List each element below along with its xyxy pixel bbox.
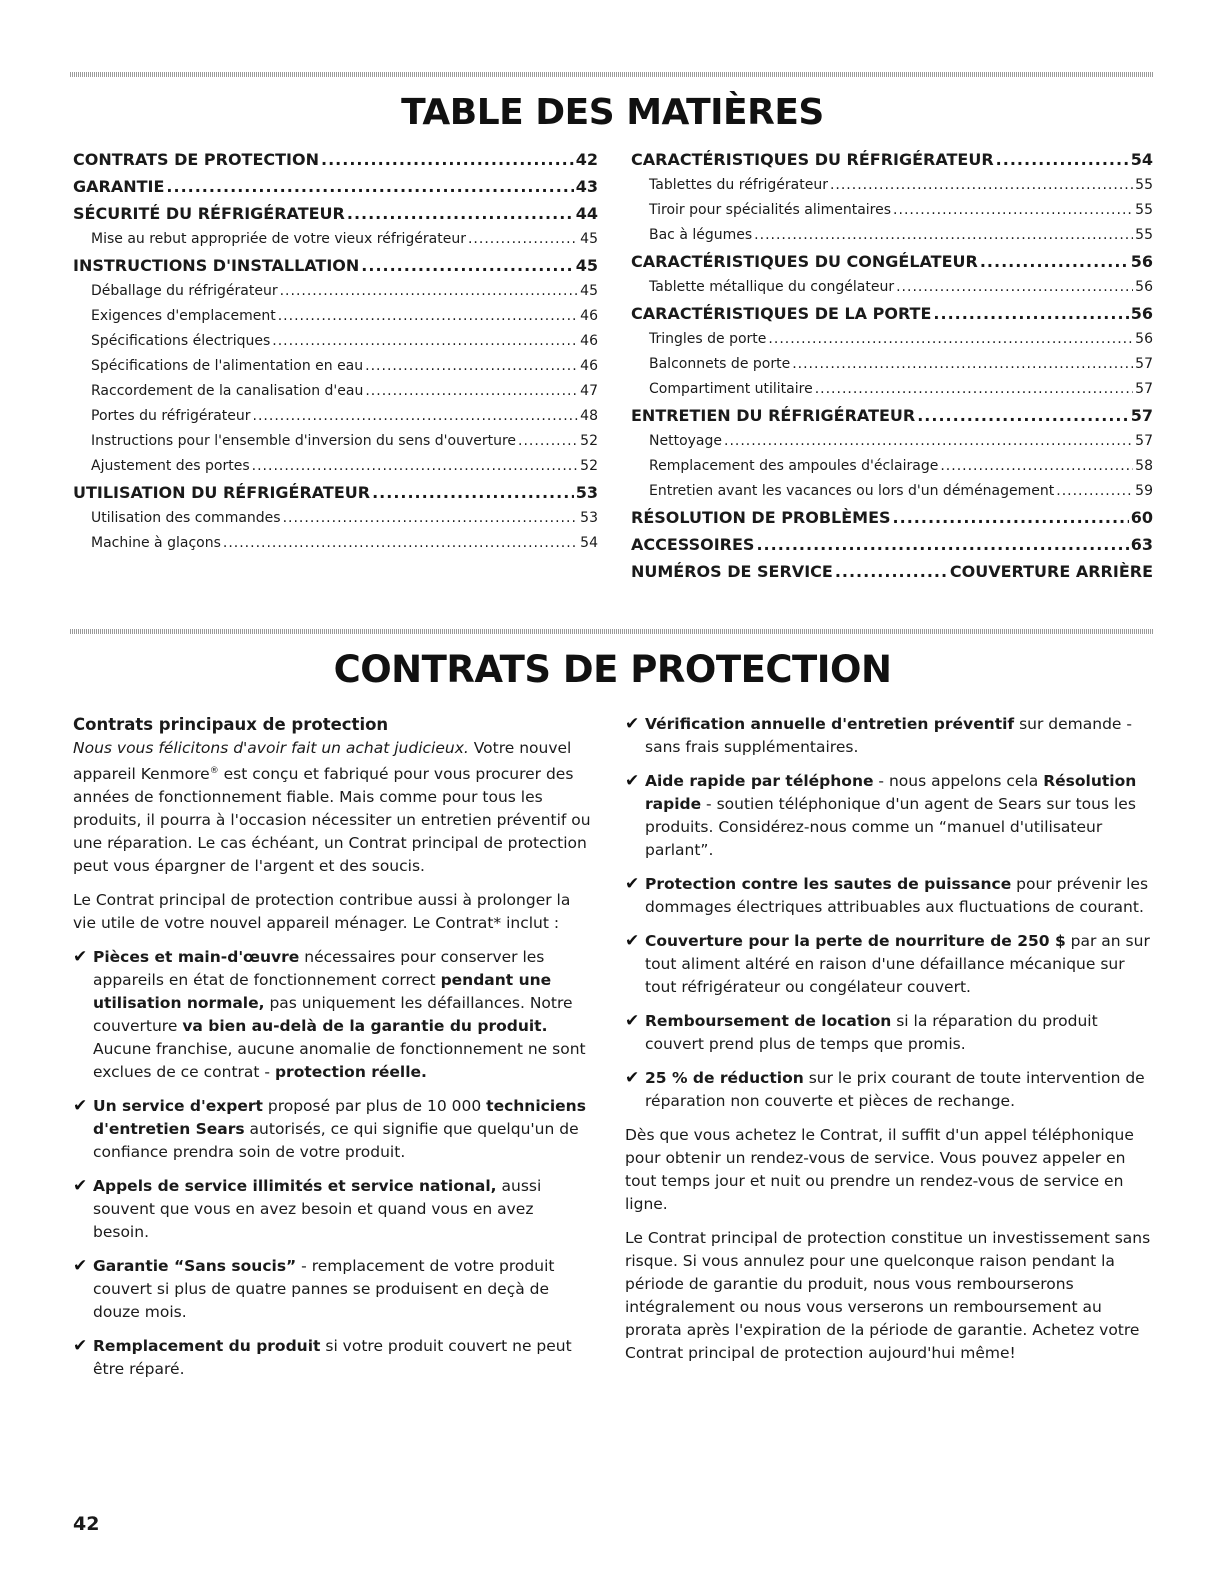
toc-dot-leader <box>1056 479 1133 504</box>
toc-entry-label: Instructions pour l'ensemble d'inversion du sens d'ouverture <box>91 433 517 449</box>
toc-entry-page: 57 <box>1135 381 1153 397</box>
toc-entry-page: 45 <box>580 231 598 247</box>
benefit-item <box>73 946 593 1084</box>
toc-dot-leader <box>724 429 1133 454</box>
left-benefit-list <box>73 946 593 1381</box>
toc-dot-leader <box>893 198 1133 223</box>
toc-entry <box>73 201 598 227</box>
benefit-detail: pour prévenir les dommages électriques attribuables aux fluctuations de courant. <box>645 875 1149 916</box>
toc-dot-leader <box>278 304 578 329</box>
toc-dot-leader <box>768 327 1133 352</box>
page-number: 42 <box>73 1513 100 1535</box>
toc-entry-page: 55 <box>1135 202 1153 218</box>
toc-entry <box>631 198 1153 223</box>
checkmark-icon: ✔ <box>625 931 640 951</box>
toc-entry <box>73 304 598 329</box>
toc-entry-label: Machine à glaçons <box>91 535 221 551</box>
benefit-detail: aussi souvent que vous en avez besoin et quand vous en avez besoin. <box>93 1177 542 1242</box>
toc-entry <box>631 377 1153 402</box>
checkmark-icon: ✔ <box>625 714 640 734</box>
intro-paragraph <box>73 737 593 878</box>
benefit-emphasis: va bien au-delà de la garantie du produit. <box>182 1017 548 1036</box>
benefit-detail: - nous appelons cela <box>873 772 1044 790</box>
intro-text-2: est conçu et fabriqué pour vous procurer des années de fonctionnement fiable. Mais comme pour tous les produits, il pourra à l'occasion nécessiter un entretien préventif ou une réparation. Le cas échéant, un Contrat principal de protection peut vous épargner de l'argent et des soucis. <box>73 765 591 876</box>
toc-dot-leader <box>996 147 1129 173</box>
toc-entry <box>631 479 1153 504</box>
toc-entry-page: 43 <box>575 177 598 196</box>
benefit-emphasis: Remplacement du produit <box>93 1337 321 1356</box>
toc-entry <box>631 352 1153 377</box>
right-benefit-list <box>625 713 1153 1113</box>
benefit-detail: si la réparation du produit couvert prend plus de temps que promis. <box>645 1012 1098 1053</box>
toc-dot-leader <box>347 201 574 227</box>
benefit-text <box>645 1010 1153 1056</box>
benefit-emphasis: Remboursement de location <box>645 1012 892 1030</box>
toc-entry <box>73 147 598 173</box>
benefit-detail: - soutien téléphonique d'un agent de Sears sur tous les produits. Considérez-nous comme un “manuel d'utilisateur parlant”. <box>645 795 1136 859</box>
toc-entry-label: Entretien avant les vacances ou lors d'un déménagement <box>649 483 1055 499</box>
checkmark-icon: ✔ <box>73 1336 88 1357</box>
toc-dot-leader <box>361 253 573 279</box>
toc-entry-label: Balconnets de porte <box>649 356 791 372</box>
toc-entry-page: 60 <box>1130 508 1153 527</box>
toc-entry <box>73 404 598 429</box>
registered-mark: ® <box>209 766 219 776</box>
toc-entry-label: Utilisation des commandes <box>91 510 281 526</box>
toc-entry-page: 53 <box>575 483 598 502</box>
toc-entry <box>73 480 598 506</box>
benefit-emphasis: Résolution rapide <box>645 772 1137 813</box>
toc-entry <box>631 559 1153 585</box>
toc-entry <box>631 173 1153 198</box>
toc-entry-label: CARACTÉRISTIQUES DU RÉFRIGÉRATEUR <box>631 150 994 169</box>
toc-entry-page: 45 <box>580 283 598 299</box>
toc-dot-leader <box>933 301 1128 327</box>
toc-entry-page: 52 <box>580 433 598 449</box>
protection-right-column <box>625 713 1153 1376</box>
benefit-item <box>625 873 1153 919</box>
toc-entry-page: 56 <box>1135 279 1153 295</box>
toc-dot-leader <box>321 147 574 173</box>
toc-entry-page: 52 <box>580 458 598 474</box>
toc-dot-leader <box>754 223 1133 248</box>
toc-dot-leader <box>830 173 1133 198</box>
toc-dot-leader <box>835 559 948 585</box>
toc-dot-leader <box>980 249 1129 275</box>
toc-entry-page: 57 <box>1135 356 1153 372</box>
toc-entry-page: 53 <box>580 510 598 526</box>
toc-entry <box>631 505 1153 531</box>
toc-entry <box>73 329 598 354</box>
toc-entry <box>73 253 598 279</box>
benefit-emphasis: Appels de service illimités et service national, <box>93 1177 497 1196</box>
benefit-text <box>93 1095 593 1164</box>
toc-dot-leader <box>940 454 1133 479</box>
protection-left-column <box>73 713 593 1392</box>
toc-entry-page: 48 <box>580 408 598 424</box>
toc-entry <box>631 454 1153 479</box>
benefit-item <box>625 930 1153 999</box>
risk-free-paragraph: Le Contrat principal de protection constitue un investissement sans risque. Si vous annulez pour une quelconque raison pendant la période de garantie du produit, nous vous rembourserons intégralement ou nous vous verserons un remboursement au prorata après l'expiration de la période de garantie. Achetez votre Contrat principal de protection aujourd'hui même! <box>625 1229 1151 1362</box>
toc-dot-leader <box>756 532 1128 558</box>
benefit-item <box>625 1010 1153 1056</box>
toc-entry <box>73 354 598 379</box>
benefit-detail: pas uniquement les défaillances. Notre couverture <box>93 994 573 1036</box>
toc-entry-page: 57 <box>1130 406 1153 425</box>
toc-entry-label: Compartiment utilitaire <box>649 381 813 397</box>
benefit-item <box>625 770 1153 862</box>
toc-entry-page: COUVERTURE ARRIÈRE <box>949 562 1153 581</box>
toc-dot-leader <box>272 329 578 354</box>
benefit-detail: par an sur tout aliment altéré en raison d'une défaillance mécanique sur tout réfrigérateur ou congélateur couvert. <box>645 932 1150 996</box>
toc-entry-page: 56 <box>1130 252 1153 271</box>
toc-dot-leader <box>815 377 1133 402</box>
benefit-emphasis: Pièces et main-d'œuvre <box>93 948 300 967</box>
toc-entry <box>631 532 1153 558</box>
section-divider <box>70 629 1153 634</box>
toc-entry-label: Spécifications électriques <box>91 333 271 349</box>
toc-entry-label: NUMÉROS DE SERVICE <box>631 562 833 581</box>
toc-entry <box>631 301 1153 327</box>
benefit-emphasis: techniciens d'entretien Sears <box>93 1097 586 1139</box>
toc-dot-leader <box>792 352 1133 377</box>
benefit-item <box>73 1335 593 1381</box>
benefit-text <box>645 1067 1153 1113</box>
benefit-text <box>93 1175 593 1244</box>
checkmark-icon: ✔ <box>625 771 640 791</box>
toc-right-column <box>631 146 1153 585</box>
toc-dot-leader <box>166 174 573 200</box>
toc-entry-label: SÉCURITÉ DU RÉFRIGÉRATEUR <box>73 204 345 223</box>
toc-entry <box>631 327 1153 352</box>
toc-entry <box>631 147 1153 173</box>
toc-entry-page: 47 <box>580 383 598 399</box>
toc-entry-label: Portes du réfrigérateur <box>91 408 251 424</box>
toc-entry-label: Remplacement des ampoules d'éclairage <box>649 458 939 474</box>
service-paragraph: Dès que vous achetez le Contrat, il suffit d'un appel téléphonique pour obtenir un rendez-vous de service. Vous pouvez appeler en tout temps jour et nuit ou prendre un rendez-vous de service en ligne. <box>625 1126 1134 1213</box>
benefit-emphasis: Un service d'expert <box>93 1097 263 1116</box>
benefit-text <box>645 713 1153 759</box>
protection-title: CONTRATS DE PROTECTION <box>333 648 892 691</box>
toc-entry-page: 44 <box>575 204 598 223</box>
toc-dot-leader <box>283 506 579 531</box>
toc-dot-leader <box>468 227 578 252</box>
toc-entry <box>631 249 1153 275</box>
toc-dot-leader <box>372 480 574 506</box>
benefit-emphasis: Vérification annuelle d'entretien préventif <box>645 715 1015 733</box>
toc-dot-leader <box>252 454 579 479</box>
checkmark-icon: ✔ <box>73 1096 88 1117</box>
toc-entry-page: 55 <box>1135 227 1153 243</box>
toc-entry-page: 45 <box>575 256 598 275</box>
toc-entry-page: 42 <box>575 150 598 169</box>
checkmark-icon: ✔ <box>625 874 640 894</box>
toc-entry <box>73 379 598 404</box>
toc-entry <box>631 223 1153 248</box>
benefit-detail: si votre produit couvert ne peut être réparé. <box>93 1337 572 1379</box>
benefit-emphasis: Garantie “Sans soucis” <box>93 1257 297 1276</box>
benefit-detail: - remplacement de votre produit couvert si plus de quatre pannes se produisent en deçà de douze mois. <box>93 1257 555 1322</box>
benefit-emphasis: 25 % de réduction <box>645 1069 804 1087</box>
toc-entry-page: 56 <box>1130 304 1153 323</box>
benefit-detail: nécessaires pour conserver les appareils en état de fonctionnement correct <box>93 948 545 990</box>
toc-entry-label: Raccordement de la canalisation d'eau <box>91 383 364 399</box>
benefit-detail: sur le prix courant de toute intervention de réparation non couverte et pièces de rechange. <box>645 1069 1145 1110</box>
toc-dot-leader <box>280 279 579 304</box>
toc-entry <box>73 531 598 556</box>
toc-entry-label: Exigences d'emplacement <box>91 308 276 324</box>
toc-entry-label: Ajustement des portes <box>91 458 250 474</box>
benefit-emphasis: protection réelle. <box>274 1063 427 1082</box>
toc-entry <box>73 454 598 479</box>
benefit-emphasis: pendant une utilisation normale, <box>93 971 552 1013</box>
toc-entry-label: INSTRUCTIONS D'INSTALLATION <box>73 256 360 275</box>
toc-title: TABLE DES MATIÈRES <box>401 92 824 133</box>
toc-entry-label: GARANTIE <box>73 177 165 196</box>
toc-entry-label: Tringles de porte <box>649 331 767 347</box>
toc-entry-label: CARACTÉRISTIQUES DE LA PORTE <box>631 304 932 323</box>
toc-dot-leader <box>365 379 578 404</box>
toc-entry-page: 46 <box>580 358 598 374</box>
toc-dot-leader <box>917 403 1129 429</box>
intro-text-1: Votre nouvel appareil Kenmore <box>73 739 572 784</box>
toc-dot-leader <box>518 429 578 454</box>
benefit-item <box>625 713 1153 759</box>
checkmark-icon: ✔ <box>73 1256 88 1277</box>
protection-subheading: Contrats principaux de protection <box>73 715 389 734</box>
checkmark-icon: ✔ <box>625 1011 640 1031</box>
toc-entry <box>631 275 1153 300</box>
toc-dot-leader <box>223 531 578 556</box>
toc-entry-label: RÉSOLUTION DE PROBLÈMES <box>631 508 891 527</box>
toc-entry-label: ENTRETIEN DU RÉFRIGÉRATEUR <box>631 406 916 425</box>
benefit-item <box>73 1095 593 1164</box>
toc-entry <box>73 279 598 304</box>
toc-left-column <box>73 146 598 556</box>
benefit-text <box>93 946 593 1084</box>
toc-entry-label: CONTRATS DE PROTECTION <box>73 150 319 169</box>
toc-entry-label: Tablettes du réfrigérateur <box>649 177 828 193</box>
toc-entry-label: Tiroir pour spécialités alimentaires <box>649 202 892 218</box>
top-divider <box>70 72 1153 77</box>
toc-entry-label: CARACTÉRISTIQUES DU CONGÉLATEUR <box>631 252 978 271</box>
contract-paragraph: Le Contrat principal de protection contribue aussi à prolonger la vie utile de votre nouvel appareil ménager. Le Contrat* inclut : <box>73 891 571 933</box>
toc-dot-leader <box>893 505 1129 531</box>
benefit-emphasis: Protection contre les sautes de puissance <box>645 875 1012 893</box>
toc-entry <box>73 506 598 531</box>
toc-entry-label: Nettoyage <box>649 433 722 449</box>
checkmark-icon: ✔ <box>625 1068 640 1088</box>
benefit-item <box>625 1067 1153 1113</box>
benefit-item <box>73 1175 593 1244</box>
intro-italic: Nous vous félicitons d'avoir fait un achat judicieux. <box>73 739 469 757</box>
toc-entry-page: 58 <box>1135 458 1153 474</box>
toc-entry-page: 63 <box>1130 535 1153 554</box>
toc-entry-page: 55 <box>1135 177 1153 193</box>
toc-entry-page: 54 <box>580 535 598 551</box>
toc-entry-label: Tablette métallique du congélateur <box>649 279 895 295</box>
toc-entry-label: Déballage du réfrigérateur <box>91 283 278 299</box>
toc-dot-leader <box>896 275 1133 300</box>
checkmark-icon: ✔ <box>73 947 88 968</box>
toc-dot-leader <box>365 354 578 379</box>
toc-entry <box>631 403 1153 429</box>
toc-entry <box>73 174 598 200</box>
toc-entry-page: 46 <box>580 333 598 349</box>
toc-entry-label: Spécifications de l'alimentation en eau <box>91 358 364 374</box>
toc-entry-label: Mise au rebut appropriée de votre vieux réfrigérateur <box>91 231 466 247</box>
toc-entry-page: 46 <box>580 308 598 324</box>
toc-entry-page: 54 <box>1130 150 1153 169</box>
benefit-text <box>645 873 1153 919</box>
benefit-emphasis: Aide rapide par téléphone <box>645 772 874 790</box>
toc-entry-label: UTILISATION DU RÉFRIGÉRATEUR <box>73 483 371 502</box>
toc-dot-leader <box>253 404 579 429</box>
toc-entry <box>73 227 598 252</box>
toc-entry-page: 59 <box>1135 483 1153 499</box>
benefit-text <box>645 930 1153 999</box>
benefit-detail: autorisés, ce qui signifie que quelqu'un de confiance prendra soin de votre produit. <box>93 1120 579 1162</box>
toc-entry-page: 57 <box>1135 433 1153 449</box>
benefit-text <box>645 770 1153 862</box>
benefit-item <box>73 1255 593 1324</box>
toc-entry-label: Bac à légumes <box>649 227 753 243</box>
benefit-text <box>93 1335 593 1381</box>
toc-entry <box>631 429 1153 454</box>
toc-entry-page: 56 <box>1135 331 1153 347</box>
benefit-emphasis: Couverture pour la perte de nourriture de 250 $ <box>645 932 1066 950</box>
benefit-detail: Aucune franchise, aucune anomalie de fonctionnement ne sont exclues de ce contrat - <box>93 1040 586 1082</box>
benefit-detail: sur demande - sans frais supplémentaires. <box>645 715 1132 756</box>
benefit-text <box>93 1255 593 1324</box>
toc-entry-label: ACCESSOIRES <box>631 535 755 554</box>
toc-entry <box>73 429 598 454</box>
benefit-detail: proposé par plus de 10 000 <box>262 1097 487 1116</box>
checkmark-icon: ✔ <box>73 1176 88 1197</box>
